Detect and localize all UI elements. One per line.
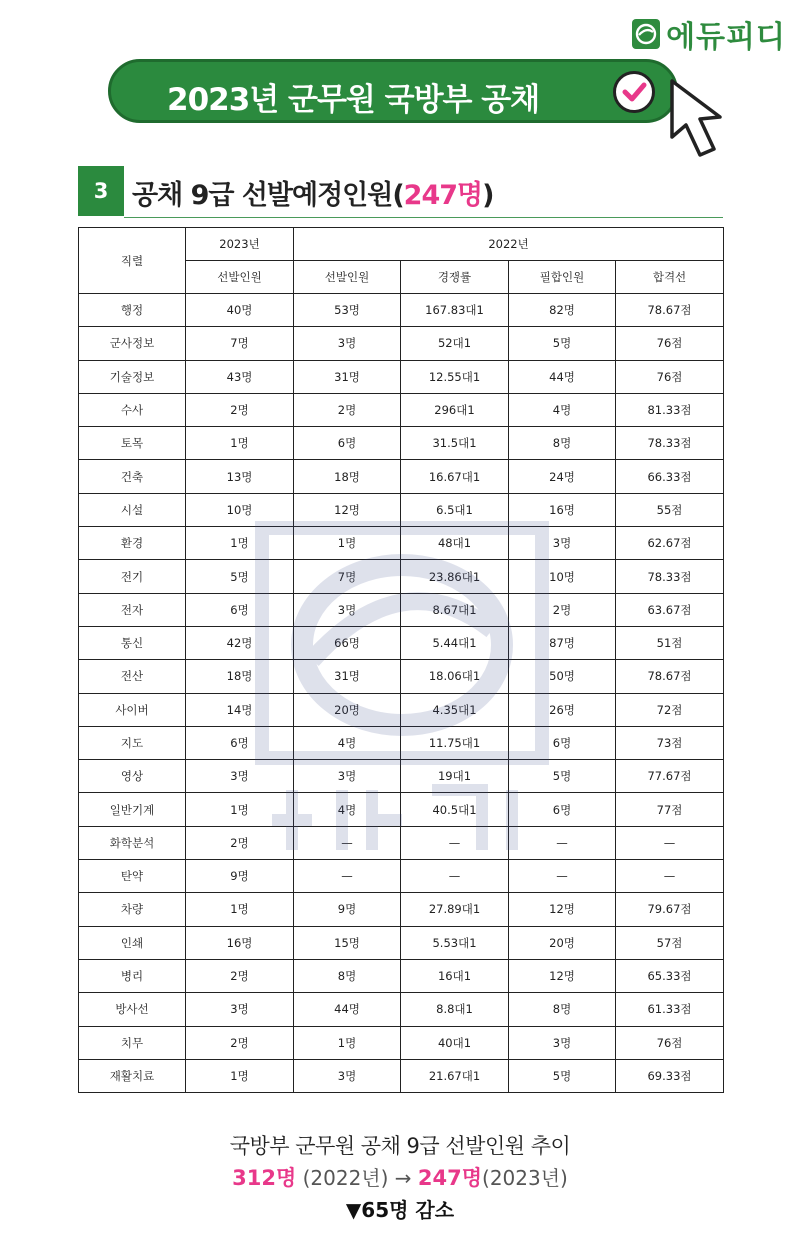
header-category: 직렬: [79, 228, 186, 294]
cell-cutoff-2022: 62.67점: [616, 527, 724, 560]
cell-category: 치무: [79, 1026, 186, 1059]
cell-selected-2022: 6명: [294, 427, 401, 460]
cell-passed-2022: 12명: [509, 893, 616, 926]
cell-selected-2022: 8명: [294, 959, 401, 992]
cell-category: 탄약: [79, 860, 186, 893]
cell-competition-2022: 8.8대1: [401, 993, 509, 1026]
cell-category: 통신: [79, 626, 186, 659]
cell-competition-2022: —: [401, 826, 509, 859]
cell-selected-2023: 2명: [186, 393, 294, 426]
cell-selected-2022: —: [294, 860, 401, 893]
cell-passed-2022: 3명: [509, 1026, 616, 1059]
cell-competition-2022: 16대1: [401, 959, 509, 992]
cell-competition-2022: 40대1: [401, 1026, 509, 1059]
cell-competition-2022: 16.67대1: [401, 460, 509, 493]
banner-title: 2023년 군무원 국방부 공채: [167, 82, 540, 118]
cell-cutoff-2022: 76점: [616, 1026, 724, 1059]
summary: [0, 1130, 800, 1223]
cell-cutoff-2022: 78.67점: [616, 660, 724, 693]
cell-passed-2022: 50명: [509, 660, 616, 693]
title-banner: [108, 59, 678, 123]
cell-cutoff-2022: 76점: [616, 360, 724, 393]
cell-cutoff-2022: 66.33점: [616, 460, 724, 493]
cell-cutoff-2022: 65.33점: [616, 959, 724, 992]
cell-selected-2023: 1명: [186, 893, 294, 926]
cell-passed-2022: 8명: [509, 993, 616, 1026]
cell-cutoff-2022: 72점: [616, 693, 724, 726]
cell-competition-2022: 5.53대1: [401, 926, 509, 959]
table-body: [79, 294, 724, 1093]
cell-category: 시설: [79, 493, 186, 526]
cell-cutoff-2022: 69.33점: [616, 1059, 724, 1092]
cell-cutoff-2022: 51점: [616, 626, 724, 659]
cell-selected-2023: 6명: [186, 593, 294, 626]
cell-competition-2022: 5.44대1: [401, 626, 509, 659]
cell-selected-2022: 66명: [294, 626, 401, 659]
cell-passed-2022: 4명: [509, 393, 616, 426]
cell-selected-2023: 7명: [186, 327, 294, 360]
table-row: [79, 926, 724, 959]
header-2022-passed: 필합인원: [509, 261, 616, 294]
cell-selected-2023: 3명: [186, 993, 294, 1026]
table-row: [79, 793, 724, 826]
cell-cutoff-2022: 73점: [616, 726, 724, 759]
cell-cutoff-2022: 78.33점: [616, 560, 724, 593]
table-row: [79, 460, 724, 493]
cell-selected-2023: 2명: [186, 959, 294, 992]
brand-name: 에듀피디: [666, 20, 786, 55]
cell-passed-2022: 6명: [509, 793, 616, 826]
cell-selected-2022: 44명: [294, 993, 401, 1026]
cell-category: 군사정보: [79, 327, 186, 360]
cell-selected-2023: 1명: [186, 793, 294, 826]
cell-selected-2022: 1명: [294, 527, 401, 560]
section-number: 3: [78, 166, 124, 216]
cell-selected-2022: 53명: [294, 294, 401, 327]
cell-competition-2022: 23.86대1: [401, 560, 509, 593]
cell-cutoff-2022: 78.67점: [616, 294, 724, 327]
cell-competition-2022: 296대1: [401, 393, 509, 426]
cell-selected-2022: 20명: [294, 693, 401, 726]
cell-selected-2023: 5명: [186, 560, 294, 593]
cell-selected-2022: 3명: [294, 1059, 401, 1092]
cell-category: 전자: [79, 593, 186, 626]
cell-selected-2023: 13명: [186, 460, 294, 493]
cell-cutoff-2022: 61.33점: [616, 993, 724, 1026]
cell-category: 건축: [79, 460, 186, 493]
cell-competition-2022: 6.5대1: [401, 493, 509, 526]
cell-selected-2023: 43명: [186, 360, 294, 393]
summary-trend: [0, 1162, 800, 1192]
cell-passed-2022: 5명: [509, 1059, 616, 1092]
cell-passed-2022: 3명: [509, 527, 616, 560]
cell-selected-2022: 1명: [294, 1026, 401, 1059]
table-row: [79, 693, 724, 726]
summary-count-2023: 247명: [417, 1166, 483, 1190]
table-row: [79, 826, 724, 859]
table-row: [79, 760, 724, 793]
cell-passed-2022: 26명: [509, 693, 616, 726]
cell-category: 재활치료: [79, 1059, 186, 1092]
cell-selected-2022: 9명: [294, 893, 401, 926]
cell-selected-2023: 10명: [186, 493, 294, 526]
cell-selected-2022: 31명: [294, 360, 401, 393]
summary-title: 국방부 군무원 공채 9급 선발인원 추이: [229, 1134, 571, 1158]
table-row: [79, 660, 724, 693]
cell-category: 방사선: [79, 993, 186, 1026]
table-row: [79, 560, 724, 593]
recruitment-table: [78, 227, 724, 1093]
section-title-suffix: ): [482, 180, 494, 211]
cell-passed-2022: 2명: [509, 593, 616, 626]
header-year-2022: 2022년: [294, 228, 724, 261]
cell-competition-2022: 21.67대1: [401, 1059, 509, 1092]
table-row: [79, 993, 724, 1026]
table-row: [79, 294, 724, 327]
cell-cutoff-2022: 63.67점: [616, 593, 724, 626]
brand-e-icon: [632, 19, 660, 49]
cell-competition-2022: 18.06대1: [401, 660, 509, 693]
cell-competition-2022: —: [401, 860, 509, 893]
cell-passed-2022: —: [509, 826, 616, 859]
cell-category: 행정: [79, 294, 186, 327]
cell-selected-2023: 2명: [186, 1026, 294, 1059]
cell-selected-2022: —: [294, 826, 401, 859]
cell-selected-2023: 2명: [186, 826, 294, 859]
table-row: [79, 959, 724, 992]
cell-category: 사이버: [79, 693, 186, 726]
cell-cutoff-2022: 55점: [616, 493, 724, 526]
section-header: [78, 166, 723, 218]
cell-competition-2022: 40.5대1: [401, 793, 509, 826]
cell-cutoff-2022: 78.33점: [616, 427, 724, 460]
cell-competition-2022: 12.55대1: [401, 360, 509, 393]
cell-category: 토목: [79, 427, 186, 460]
cell-selected-2023: 9명: [186, 860, 294, 893]
cell-selected-2023: 1명: [186, 427, 294, 460]
header-2022-cutoff: 합격선: [616, 261, 724, 294]
cell-passed-2022: 24명: [509, 460, 616, 493]
table-row: [79, 1026, 724, 1059]
section-underline: [124, 217, 723, 218]
cell-passed-2022: 82명: [509, 294, 616, 327]
cell-selected-2023: 1명: [186, 527, 294, 560]
cell-selected-2023: 14명: [186, 693, 294, 726]
cell-competition-2022: 31.5대1: [401, 427, 509, 460]
cell-selected-2023: 1명: [186, 1059, 294, 1092]
cell-selected-2023: 16명: [186, 926, 294, 959]
cell-category: 전기: [79, 560, 186, 593]
table-row: [79, 1059, 724, 1092]
table-row: [79, 860, 724, 893]
cell-selected-2022: 4명: [294, 793, 401, 826]
checkmark-icon: [613, 71, 655, 113]
table-row: [79, 593, 724, 626]
cell-passed-2022: 5명: [509, 327, 616, 360]
cell-passed-2022: 6명: [509, 726, 616, 759]
section-title-prefix: 공채 9급 선발예정인원(: [132, 180, 404, 211]
cell-selected-2022: 4명: [294, 726, 401, 759]
cell-category: 화학분석: [79, 826, 186, 859]
cell-passed-2022: 44명: [509, 360, 616, 393]
cell-competition-2022: 19대1: [401, 760, 509, 793]
cell-competition-2022: 167.83대1: [401, 294, 509, 327]
cell-competition-2022: 11.75대1: [401, 726, 509, 759]
cell-passed-2022: 20명: [509, 926, 616, 959]
cell-passed-2022: 12명: [509, 959, 616, 992]
section-title-highlight: 247명: [403, 180, 483, 211]
table-row: [79, 493, 724, 526]
table-row: [79, 893, 724, 926]
cell-selected-2023: 18명: [186, 660, 294, 693]
cell-passed-2022: 5명: [509, 760, 616, 793]
cell-selected-2022: 3명: [294, 760, 401, 793]
table-row: [79, 327, 724, 360]
cell-selected-2022: 31명: [294, 660, 401, 693]
cell-passed-2022: —: [509, 860, 616, 893]
table-row: [79, 360, 724, 393]
summary-change: ▼65명 감소: [345, 1198, 455, 1222]
cell-passed-2022: 10명: [509, 560, 616, 593]
header-2023-selected: 선발인원: [186, 261, 294, 294]
cell-selected-2023: 40명: [186, 294, 294, 327]
cell-selected-2022: 12명: [294, 493, 401, 526]
cell-competition-2022: 27.89대1: [401, 893, 509, 926]
cell-cutoff-2022: —: [616, 826, 724, 859]
summary-year-2022: (2022년) →: [296, 1166, 418, 1190]
cell-selected-2023: 42명: [186, 626, 294, 659]
cell-selected-2022: 7명: [294, 560, 401, 593]
cell-category: 수사: [79, 393, 186, 426]
cell-cutoff-2022: 79.67점: [616, 893, 724, 926]
cell-selected-2022: 3명: [294, 327, 401, 360]
cell-selected-2023: 3명: [186, 760, 294, 793]
cell-competition-2022: 52대1: [401, 327, 509, 360]
cell-competition-2022: 4.35대1: [401, 693, 509, 726]
cell-category: 지도: [79, 726, 186, 759]
table-row: [79, 527, 724, 560]
header-2022-competition: 경쟁률: [401, 261, 509, 294]
cell-passed-2022: 16명: [509, 493, 616, 526]
cell-cutoff-2022: 77.67점: [616, 760, 724, 793]
brand-logo: [632, 12, 786, 56]
cell-selected-2022: 15명: [294, 926, 401, 959]
header-year-2023: 2023년: [186, 228, 294, 261]
table-row: [79, 393, 724, 426]
cell-passed-2022: 8명: [509, 427, 616, 460]
cell-cutoff-2022: 57점: [616, 926, 724, 959]
cell-cutoff-2022: 76점: [616, 327, 724, 360]
table-row: [79, 427, 724, 460]
cursor-arrow-icon: [666, 75, 758, 175]
cell-passed-2022: 87명: [509, 626, 616, 659]
header-2022-selected: 선발인원: [294, 261, 401, 294]
cell-competition-2022: 8.67대1: [401, 593, 509, 626]
cell-category: 일반기계: [79, 793, 186, 826]
section-title: [132, 173, 493, 212]
cell-selected-2022: 2명: [294, 393, 401, 426]
summary-count-2022: 312명: [232, 1166, 297, 1190]
summary-year-2023: (2023년): [482, 1166, 568, 1190]
cell-cutoff-2022: 81.33점: [616, 393, 724, 426]
cell-category: 환경: [79, 527, 186, 560]
cell-category: 기술정보: [79, 360, 186, 393]
cell-competition-2022: 48대1: [401, 527, 509, 560]
cell-cutoff-2022: 77점: [616, 793, 724, 826]
cell-category: 영상: [79, 760, 186, 793]
cell-category: 차량: [79, 893, 186, 926]
cell-category: 병리: [79, 959, 186, 992]
table-row: [79, 626, 724, 659]
table-row: [79, 726, 724, 759]
cell-selected-2022: 3명: [294, 593, 401, 626]
cell-cutoff-2022: —: [616, 860, 724, 893]
cell-category: 전산: [79, 660, 186, 693]
cell-selected-2022: 18명: [294, 460, 401, 493]
cell-selected-2023: 6명: [186, 726, 294, 759]
cell-category: 인쇄: [79, 926, 186, 959]
